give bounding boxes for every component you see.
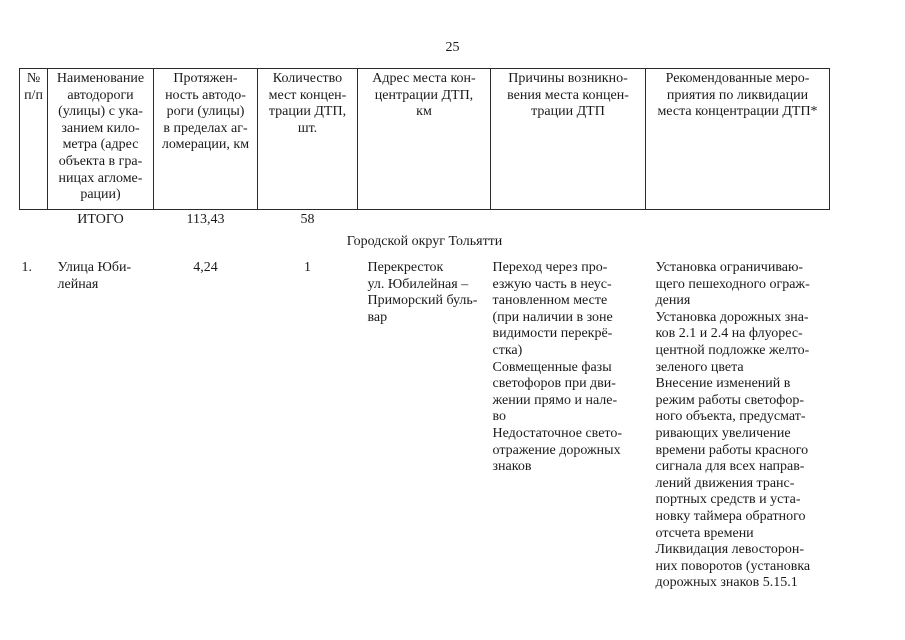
text-line: вения места концен- bbox=[507, 87, 629, 103]
row-count: 1 bbox=[304, 260, 311, 275]
text-line: Совмещенные фазы bbox=[492, 359, 612, 375]
total-row bbox=[20, 210, 830, 231]
text-line: портных средств и уста- bbox=[655, 492, 801, 508]
text-line: Наименование bbox=[56, 71, 145, 86]
text-line: Протяжен- bbox=[173, 71, 238, 86]
text-line: знаков bbox=[492, 459, 532, 475]
region-title: Городской округ Тольятти bbox=[346, 234, 503, 249]
text-line: приятия по ликвидации bbox=[666, 87, 809, 103]
text-line: трации ДТП bbox=[531, 104, 605, 120]
text-line: ков 2.1 и 2.4 на флуорес- bbox=[655, 326, 803, 342]
table-header-row bbox=[20, 69, 830, 210]
header-causes bbox=[491, 69, 646, 210]
text-line: Установка ограничиваю- bbox=[655, 260, 804, 275]
header-num bbox=[20, 69, 48, 210]
total-count: 58 bbox=[300, 212, 315, 227]
text-line: занием кило- bbox=[61, 120, 140, 136]
text-line: ницах агломе- bbox=[58, 170, 143, 186]
text-line: режим работы светофор- bbox=[655, 392, 805, 408]
text-line: них поворотов (установка bbox=[655, 558, 811, 574]
text-line: метра (адрес bbox=[62, 137, 139, 153]
text-line: Недостаточное свето- bbox=[492, 425, 623, 441]
text-line: Причины возникно- bbox=[508, 71, 628, 86]
text-line: щего пешеходного ограж- bbox=[655, 276, 810, 292]
row-address bbox=[358, 256, 491, 592]
header-address bbox=[358, 69, 491, 210]
row-road-name bbox=[48, 256, 154, 592]
text-line: км bbox=[416, 104, 432, 120]
header-length bbox=[154, 69, 258, 210]
header-count bbox=[258, 69, 358, 210]
text-line: мест концен- bbox=[268, 87, 347, 103]
text-line: ломерации, км bbox=[161, 137, 250, 153]
text-line: в пределах аг- bbox=[163, 120, 248, 136]
text-line: отсчета времени bbox=[655, 525, 754, 541]
text-line: вар bbox=[367, 309, 388, 325]
header-road-name bbox=[48, 69, 154, 210]
text-line: шт. bbox=[297, 120, 318, 136]
total-length: 113,43 bbox=[186, 212, 225, 227]
text-line: видимости перекрё- bbox=[492, 326, 613, 342]
text-line: езжую часть в неус- bbox=[492, 276, 612, 292]
header-measures bbox=[646, 69, 830, 210]
text-line: Количество bbox=[272, 71, 343, 86]
table-row bbox=[20, 256, 830, 592]
text-line: Улица Юби- bbox=[57, 260, 132, 275]
text-line: светофоров при дви- bbox=[492, 376, 616, 392]
text-line: трации ДТП, bbox=[268, 104, 347, 120]
text-line: п/п bbox=[24, 87, 43, 103]
region-row bbox=[20, 230, 830, 256]
total-label: ИТОГО bbox=[77, 212, 124, 227]
text-line: ного объекта, предусмат- bbox=[655, 409, 806, 425]
text-line: времени работы красного bbox=[655, 442, 809, 458]
text-line: сигнала для всех направ- bbox=[655, 459, 805, 475]
text-line: лений движения транс- bbox=[655, 475, 795, 491]
text-line: Внесение изменений в bbox=[655, 376, 791, 392]
text-line: Приморский буль- bbox=[367, 293, 478, 309]
text-line: ривающих увеличение bbox=[655, 425, 791, 441]
row-length: 4,24 bbox=[193, 260, 218, 275]
text-line: новку таймера обратного bbox=[655, 508, 806, 524]
text-line: Установка дорожных зна- bbox=[655, 309, 809, 325]
page-number: 25 bbox=[445, 40, 460, 55]
text-line: во bbox=[492, 409, 507, 425]
text-line: места концентрации ДТП* bbox=[657, 104, 818, 120]
row-num: 1. bbox=[21, 260, 32, 275]
text-line: № bbox=[26, 71, 41, 86]
text-line: Адрес места кон- bbox=[372, 71, 476, 86]
text-line: (при наличии в зоне bbox=[492, 309, 613, 325]
text-line: центной подложке желто- bbox=[655, 342, 810, 358]
text-line: лейная bbox=[57, 276, 99, 292]
text-line: (улицы) с ука- bbox=[58, 104, 143, 120]
text-line: отражение дорожных bbox=[492, 442, 621, 458]
text-line: роги (улицы) bbox=[166, 104, 245, 120]
text-line: Перекресток bbox=[367, 260, 444, 275]
accident-table bbox=[19, 68, 830, 592]
text-line: стка) bbox=[492, 342, 523, 358]
row-causes bbox=[491, 256, 646, 592]
text-line: дорожных знаков 5.15.1 bbox=[655, 575, 798, 591]
text-line: автодороги bbox=[67, 87, 134, 103]
text-line: Рекомендованные меро- bbox=[665, 71, 810, 86]
text-line: жении прямо и нале- bbox=[492, 392, 618, 408]
text-line: объекта в гра- bbox=[58, 153, 143, 169]
text-line: Переход через про- bbox=[492, 260, 608, 275]
text-line: тановленном месте bbox=[492, 293, 608, 309]
text-line: Ликвидация левосторон- bbox=[655, 542, 805, 558]
text-line: зеленого цвета bbox=[655, 359, 744, 375]
text-line: рации) bbox=[80, 187, 121, 203]
text-line: центрации ДТП, bbox=[374, 87, 474, 103]
text-line: ул. Юбилейная – bbox=[367, 276, 469, 292]
text-line: дения bbox=[655, 293, 691, 309]
text-line: ность автодо- bbox=[165, 87, 246, 103]
row-measures bbox=[646, 256, 830, 592]
